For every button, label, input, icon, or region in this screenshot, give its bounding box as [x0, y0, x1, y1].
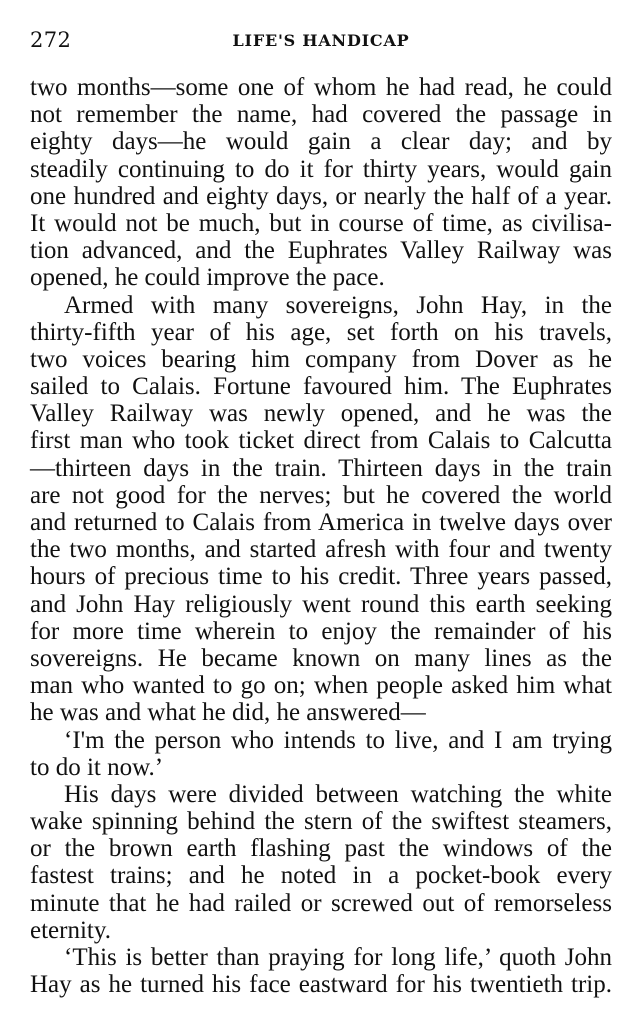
text-line: eighty days—he would gain a clear day; and by [30, 128, 612, 156]
text-line: for more time wherein to enjoy the remainder of his [30, 617, 612, 645]
paragraph [30, 944, 612, 998]
text-line: one hundred and eighty days, or nearly the half of a year. [30, 182, 612, 210]
text-line: ‘This is better than praying for long life,’ quoth John [64, 944, 612, 971]
text-line: fastest trains; and he noted in a pocket-book every [30, 862, 612, 890]
text-line: he was and what he did, he answered— [30, 699, 426, 727]
text-line: to do it now.’ [30, 753, 164, 781]
text-line: Hay as he turned his face eastward for his twentieth trip. [30, 971, 612, 999]
text-line: hours of precious time to his credit. Three years passed, [30, 563, 612, 591]
text-line: It would not be much, but in course of time, as civilisa- [30, 209, 612, 237]
text-line: His days were divided between watching the white [64, 780, 612, 808]
text-line: not remember the name, had covered the passage in [30, 101, 612, 129]
text-line: ‘I'm the person who intends to live, and I am trying [64, 726, 612, 754]
page-number: 272 [30, 28, 72, 52]
text-line: minute that he had railed or screwed out of remorseless [30, 889, 612, 917]
text-line: and John Hay religiously went round this earth seeking [30, 590, 612, 618]
running-head [30, 20, 612, 56]
paragraph [30, 74, 612, 292]
text-line: sovereigns. He became known on many lines as the [30, 644, 612, 672]
text-line: wake spinning behind the stern of the swiftest steamers, [30, 808, 612, 836]
body-text [30, 74, 612, 998]
text-line: steadily continuing to do it for thirty years, would gain [30, 155, 612, 183]
text-line: tion advanced, and the Euphrates Valley Railway was [30, 237, 612, 265]
text-line: Valley Railway was newly opened, and he was the [30, 400, 612, 428]
text-line: two voices bearing him company from Dover as he [30, 345, 612, 373]
text-line: the two months, and started afresh with four and twenty [30, 536, 612, 564]
book-page [30, 20, 612, 1010]
paragraph [30, 727, 612, 781]
text-line: two months—some one of whom he had read, he could [30, 74, 612, 101]
paragraph [30, 292, 612, 727]
paragraph [30, 781, 612, 944]
running-title: LIFE'S HANDICAP [232, 31, 410, 50]
text-line: thirty-fifth year of his age, set forth on his travels, [30, 318, 612, 346]
text-line: sailed to Calais. Fortune favoured him. The Euphrates [30, 373, 612, 401]
text-line: Armed with many sovereigns, John Hay, in the [64, 291, 612, 319]
text-line: first man who took ticket direct from Calais to Calcutta [30, 427, 612, 455]
text-line: opened, he could improve the pace. [30, 264, 385, 292]
text-line: eternity. [30, 916, 111, 944]
text-line: man who wanted to go on; when people asked him what [30, 672, 612, 700]
text-line: and returned to Calais from America in twelve days over [30, 509, 612, 536]
text-line: or the brown earth flashing past the windows of the [30, 835, 612, 863]
text-line: are not good for the nerves; but he covered the world [30, 481, 612, 509]
text-line: —thirteen days in the train. Thirteen days in the train [30, 454, 612, 482]
